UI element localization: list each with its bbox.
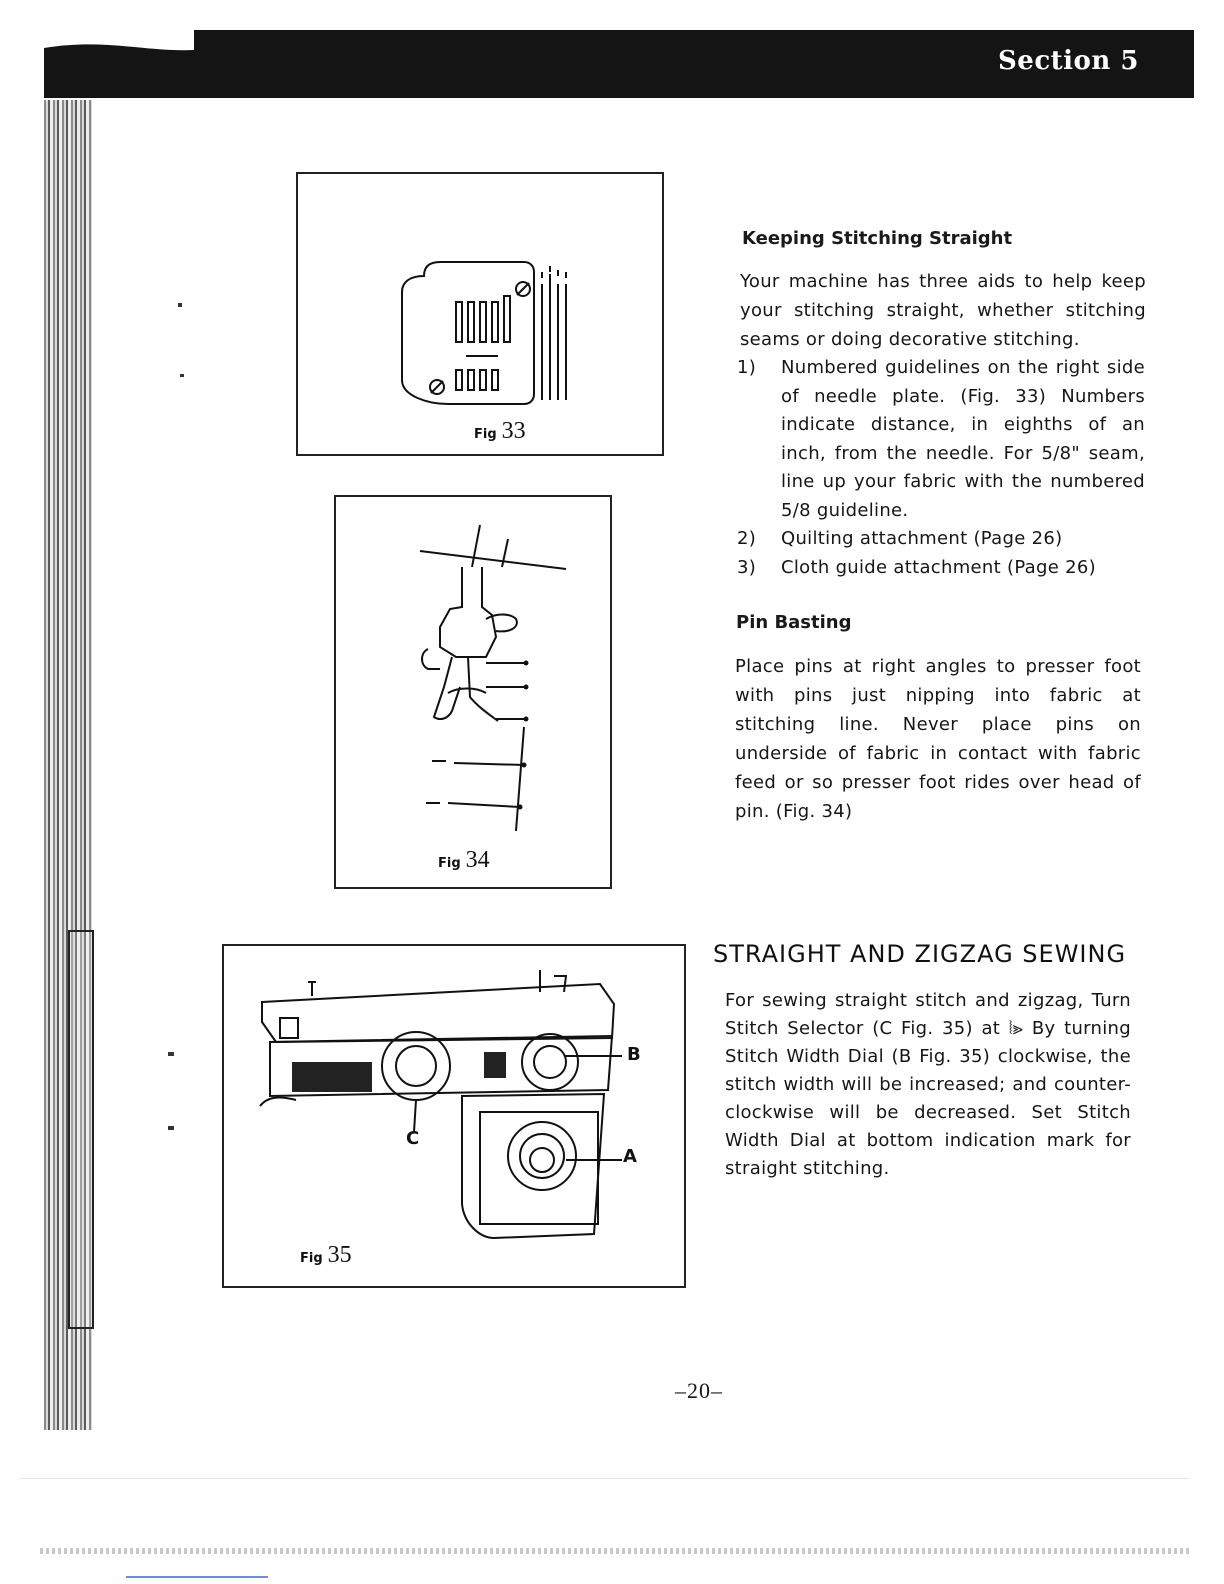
footer-rule	[20, 1478, 1190, 1479]
margin-mark	[168, 1126, 174, 1130]
fig35-callout-c: C	[406, 1128, 420, 1149]
straight-zigzag-body: For sewing straight stitch and zigzag, Turn Stitch Selector (C Fig. 35) at ⦚⪢ By turning Stitch Width Dial (B Fig. 35) clockwise, the stitch width will be increased; and counter-clockwise will be decreased. Set Stitch Width Dial at bottom indication mark for straight stitching.	[725, 990, 1131, 1179]
margin-mark	[178, 303, 182, 307]
figure-33-caption: Fig 33	[474, 418, 526, 444]
pin-basting-body: Place pins at right angles to presser foot with pins just nipping into fabric at stitching line. Never place pins on underside of fabric in contact with fabric feed or so presser foot rides over head of pin. (Fig. 34)	[735, 656, 1141, 822]
binding-spine-panel	[68, 930, 94, 1329]
section-title: Section 5	[998, 46, 1139, 76]
pin-basting-illustration	[336, 497, 610, 887]
keeping-straight-list	[737, 354, 1145, 582]
keeping-straight-intro: Your machine has three aids to help keep your stitching straight, whether stitching seams or doing decorative stitching.	[740, 271, 1146, 350]
scan-edge-line	[126, 1576, 268, 1578]
list-item: 1) Numbered guidelines on the right side of needle plate. (Fig. 33) Numbers indicate distance, in eighths of an inch, from the needle. For 5/8" seam, line up your fabric with the numbered 5/8 guideline.	[737, 357, 1145, 521]
margin-mark	[180, 374, 184, 377]
page-number: –20–	[675, 1378, 723, 1403]
figure-35-caption: Fig 35	[300, 1242, 352, 1268]
margin-mark	[168, 1052, 174, 1056]
fig35-callout-a: A	[623, 1146, 637, 1167]
sewing-machine-illustration	[224, 946, 684, 1286]
list-item: 2) Quilting attachment (Page 26)	[737, 528, 1063, 549]
pin-basting-heading: Pin Basting	[736, 612, 852, 633]
needle-plate-illustration	[298, 174, 662, 454]
scan-edge-strip	[40, 1548, 1190, 1554]
figure-34-caption: Fig 34	[438, 847, 490, 873]
list-item: 3) Cloth guide attachment (Page 26)	[737, 556, 1096, 578]
figure-34	[334, 495, 612, 889]
fig35-callout-b: B	[627, 1044, 641, 1065]
figure-33	[296, 172, 664, 456]
straight-zigzag-heading: STRAIGHT AND ZIGZAG SEWING	[713, 940, 1127, 968]
keeping-straight-heading: Keeping Stitching Straight	[742, 228, 1013, 249]
figure-35	[222, 944, 686, 1288]
